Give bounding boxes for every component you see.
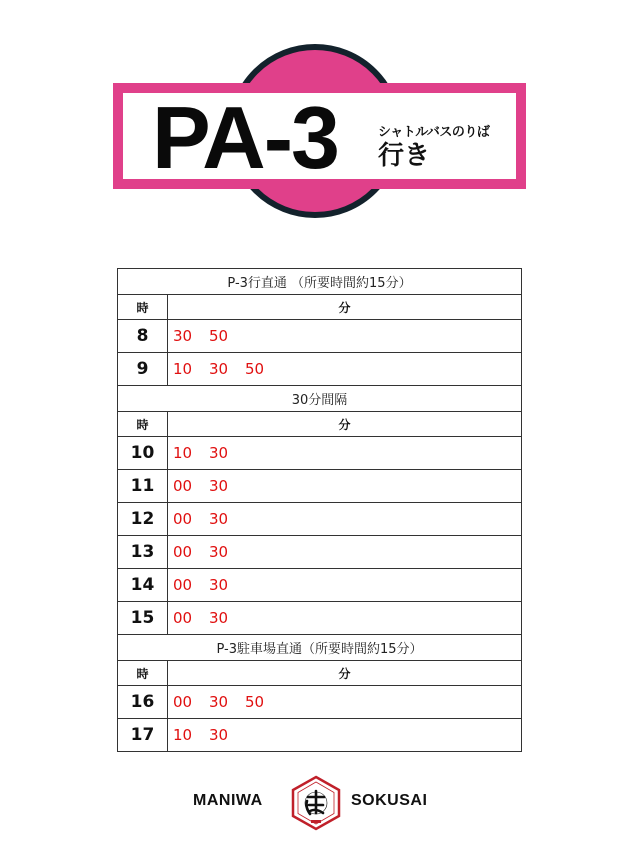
hour-cell: 11 <box>118 470 168 503</box>
hour-header: 時 <box>118 295 168 320</box>
departure-minute: 00 <box>173 576 193 594</box>
departure-minute: 30 <box>209 444 229 462</box>
departure-minute: 10 <box>173 360 193 378</box>
footer-left-text: MANIWA <box>193 792 263 809</box>
timetable <box>117 268 522 752</box>
minutes-cell <box>168 686 522 719</box>
departure-minute: 10 <box>173 726 193 744</box>
departure-minute: 30 <box>173 327 193 345</box>
minutes-cell <box>168 503 522 536</box>
table-row <box>118 536 522 569</box>
route-sign <box>0 0 639 240</box>
departure-minute: 30 <box>209 477 229 495</box>
table-row <box>118 503 522 536</box>
section-title: P-3駐車場直通（所要時間約15分） <box>118 635 522 661</box>
section-title-row <box>118 386 522 412</box>
hour-header: 時 <box>118 661 168 686</box>
departure-minute: 30 <box>209 693 229 711</box>
table-row <box>118 470 522 503</box>
table-row <box>118 602 522 635</box>
hour-cell: 16 <box>118 686 168 719</box>
departure-minute: 30 <box>209 609 229 627</box>
column-header-row <box>118 295 522 320</box>
route-code: PA-3 <box>152 88 338 187</box>
hour-cell: 12 <box>118 503 168 536</box>
departure-minute: 30 <box>209 360 229 378</box>
table-row <box>118 719 522 752</box>
hour-cell: 15 <box>118 602 168 635</box>
column-header-row <box>118 661 522 686</box>
departure-minute: 00 <box>173 543 193 561</box>
departure-minute: 50 <box>209 327 229 345</box>
minutes-cell <box>168 569 522 602</box>
minutes-cell <box>168 536 522 569</box>
table-row <box>118 437 522 470</box>
minute-header: 分 <box>168 412 522 437</box>
minutes-cell <box>168 437 522 470</box>
hour-cell: 14 <box>118 569 168 602</box>
minutes-cell <box>168 719 522 752</box>
departure-minute: 00 <box>173 510 193 528</box>
table-row <box>118 320 522 353</box>
section-title-row <box>118 635 522 661</box>
sign-destination: 行き <box>378 141 431 171</box>
section-title-row <box>118 269 522 295</box>
table-row <box>118 569 522 602</box>
departure-minute: 10 <box>173 444 193 462</box>
minutes-cell <box>168 353 522 386</box>
section-title: 30分間隔 <box>118 386 522 412</box>
table-row <box>118 686 522 719</box>
minute-header: 分 <box>168 295 522 320</box>
hour-header: 時 <box>118 412 168 437</box>
departure-minute: 00 <box>173 609 193 627</box>
hour-cell: 13 <box>118 536 168 569</box>
footer-right-text: SOKUSAI <box>351 792 428 809</box>
departure-minute: 50 <box>245 360 265 378</box>
hexagon-emblem-icon <box>290 775 342 831</box>
departure-minute: 50 <box>245 693 265 711</box>
departure-minute: 30 <box>209 510 229 528</box>
column-header-row <box>118 412 522 437</box>
hour-cell: 8 <box>118 320 168 353</box>
departure-minute: 30 <box>209 726 229 744</box>
minute-header: 分 <box>168 661 522 686</box>
hour-cell: 10 <box>118 437 168 470</box>
sign-subtitle: シャトルバスのりば <box>378 125 490 140</box>
hour-cell: 9 <box>118 353 168 386</box>
departure-minute: 30 <box>209 543 229 561</box>
departure-minute: 30 <box>209 576 229 594</box>
minutes-cell <box>168 470 522 503</box>
table-row <box>118 353 522 386</box>
minutes-cell <box>168 320 522 353</box>
minutes-cell <box>168 602 522 635</box>
departure-minute: 00 <box>173 693 193 711</box>
section-title: P-3行直通 （所要時間約15分） <box>118 269 522 295</box>
departure-minute: 00 <box>173 477 193 495</box>
hour-cell: 17 <box>118 719 168 752</box>
